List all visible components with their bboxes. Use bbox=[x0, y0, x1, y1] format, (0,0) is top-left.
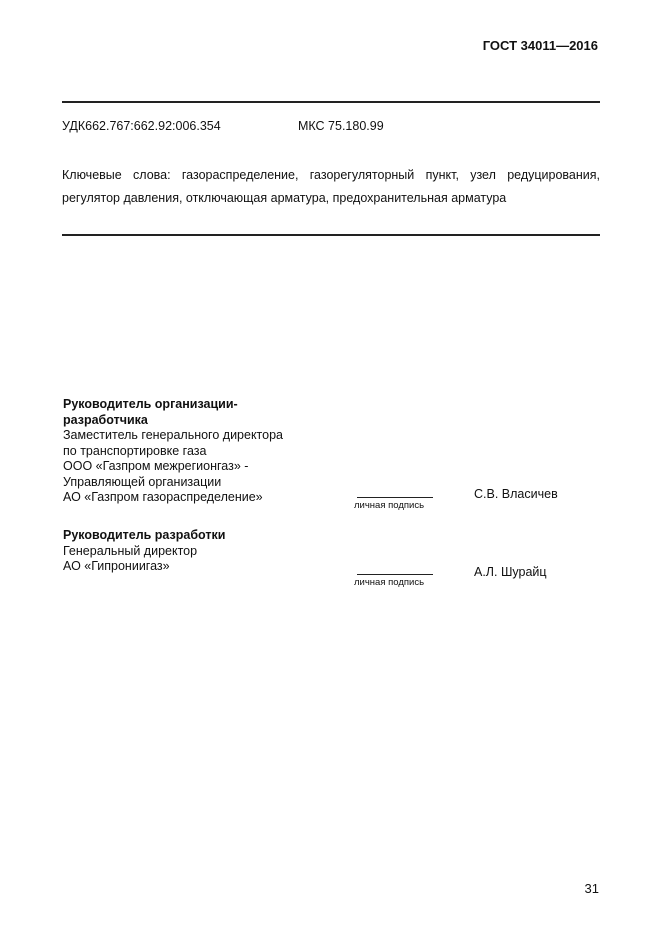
signature-caption-1: личная подпись bbox=[354, 500, 425, 511]
signatory-position-line: ООО «Газпром межрегионгаз» - bbox=[63, 459, 249, 473]
signatory-name-2: А.Л. Шурайц bbox=[474, 565, 547, 579]
signatory-title-line: разработчика bbox=[63, 412, 148, 427]
signatory-position-line: АО «Гипрониигаз» bbox=[63, 559, 170, 573]
signatory-position-line: Заместитель генерального директора bbox=[63, 428, 284, 442]
signature-caption-2: личная подпись bbox=[354, 577, 425, 588]
signatory-title-line: Руководитель организации- bbox=[63, 397, 238, 411]
signature-line-2 bbox=[357, 574, 433, 575]
udk-code: УДК662.767:662.92:006.354 bbox=[62, 119, 221, 133]
mks-code: МКС 75.180.99 bbox=[298, 119, 384, 133]
signatory-title-line: Руководитель разработки bbox=[63, 528, 226, 542]
signatory-block-2 bbox=[63, 528, 323, 575]
signatory-name-1: С.В. Власичев bbox=[474, 487, 558, 501]
standard-number: ГОСТ 34011—2016 bbox=[482, 38, 598, 53]
signature-line-1 bbox=[357, 497, 433, 498]
signatory-position-line: Генеральный директор bbox=[63, 543, 198, 558]
signatory-position-line: АО «Газпром газораспределение» bbox=[63, 490, 263, 504]
bottom-divider bbox=[62, 234, 600, 236]
top-divider bbox=[62, 101, 600, 103]
page-number: 31 bbox=[584, 881, 599, 896]
keywords-paragraph: Ключевые слова: газораспределение, газорегуляторный пункт, узел редуцирования, регулятор давления, отключающая арматура, предохранительная арматура bbox=[62, 168, 600, 205]
signatory-block-1 bbox=[63, 397, 323, 506]
signatory-position-line: по транспортировке газа bbox=[63, 443, 207, 458]
signatory-position-line: Управляющей организации bbox=[63, 474, 222, 489]
